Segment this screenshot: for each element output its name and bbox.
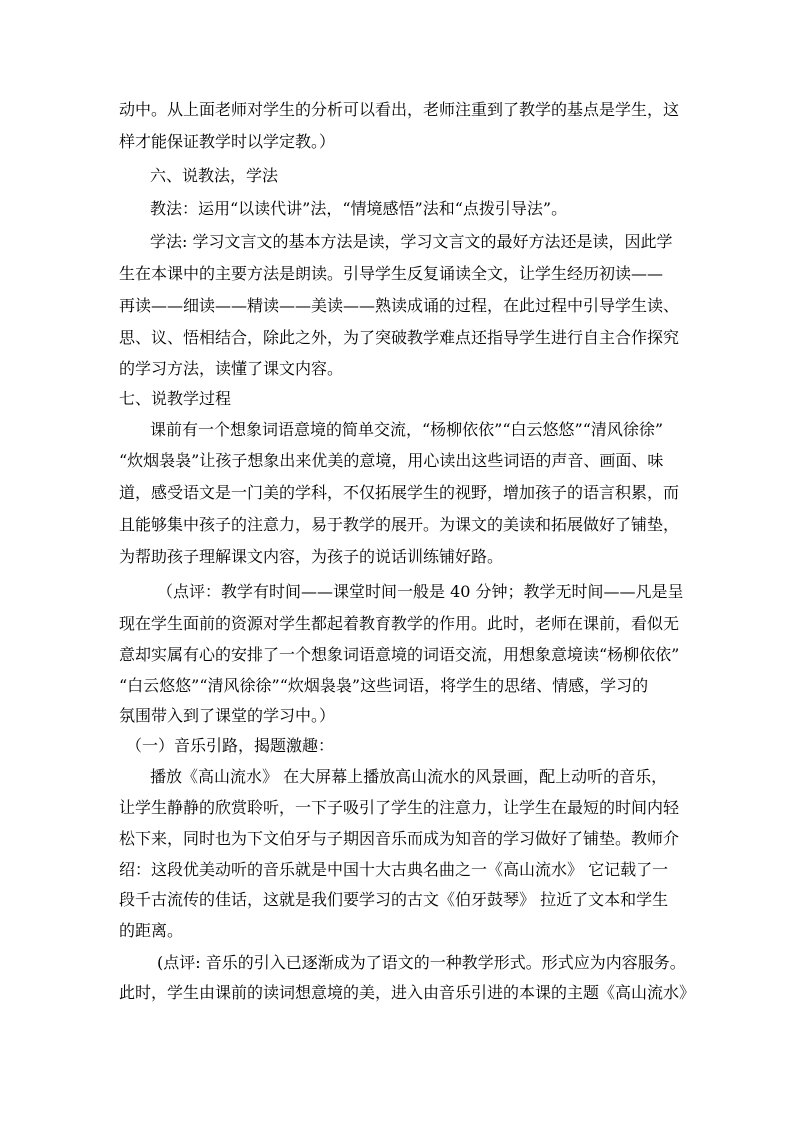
text-line: 此时，学生由课前的读词想意境的美，进入由音乐引进的本课的主题《高山流水》 xyxy=(119,983,696,1002)
text-line: 动中。从上面老师对学生的分析可以看出，老师注重到了教学的基点是学生，这 xyxy=(119,100,680,119)
text-line: 且能够集中孩子的注意力，易于教学的展开。为课文的美读和拓展做好了铺垫， xyxy=(119,515,680,534)
text-line: 意却实属有心的安排了一个想象词语意境的词语交流，用想象意境读“杨柳依依” xyxy=(119,645,680,664)
text-line: 思、议、悟相结合，除此之外，为了突破教学难点还指导学生进行自主合作探究 xyxy=(119,328,680,347)
text-line: 的学习方法，读懂了课文内容。 xyxy=(119,359,344,378)
text-line: 段千古流传的佳话，这就是我们要学习的古文《伯牙鼓琴》 拉近了文本和学生 xyxy=(119,890,669,909)
text-line: 松下来，同时也为下文伯牙与子期因音乐而成为知音的学习做好了铺垫。教师介 xyxy=(119,829,680,848)
text-line: 学法: 学习文言文的基本方法是读，学习文言文的最好方法还是读，因此学 xyxy=(150,232,673,251)
text-line: 现在学生面前的资源对学生都起着教育教学的作用。此时，老师在课前，看似无 xyxy=(119,614,680,633)
text-line: 生在本课中的主要方法是朗读。引导学生反复诵读全文，让学生经历初读—— xyxy=(119,264,664,283)
text-line: 样才能保证教学时以学定教。） xyxy=(119,132,336,151)
text-line: 播放《高山流水》 在大屏幕上播放高山流水的风景画，配上动听的音乐， xyxy=(150,767,668,786)
text-line: 氛围带入到了课堂的学习中。） xyxy=(119,706,336,725)
text-line: 课前有一个想象词语意境的简单交流，“杨柳依依”“白云悠悠”“清风徐徐” xyxy=(150,420,664,439)
text-line: 再读——细读——精读——美读——熟读成诵的过程，在此过程中引导学生读、 xyxy=(119,296,680,315)
text-line: 的距离。 xyxy=(119,921,184,940)
text-line: 为帮助孩子理解课文内容，为孩子的说话训练铺好路。 xyxy=(119,547,504,566)
text-line: “白云悠悠”“清风徐徐”“炊烟袅袅”这些词语，将学生的思绪、情感，学习的 xyxy=(119,676,649,695)
text-line: 道，感受语文是一门美的学科，不仅拓展学生的视野，增加孩子的语言积累，而 xyxy=(119,483,680,502)
section-heading: 六、说教法，学法 xyxy=(150,166,279,185)
text-line: （点评：教学有时间——课堂时间一般是 40 分钟；教学无时间——凡是呈 xyxy=(157,582,684,601)
subsection-heading: （一）音乐引路，揭题激趣： xyxy=(126,736,335,755)
section-heading: 七、说教学过程 xyxy=(119,389,232,408)
text-line: 绍：这段优美动听的音乐就是中国十大古典名曲之一《高山流水》 它记载了一 xyxy=(119,860,669,879)
text-line: 让学生静静的欣赏聆听，一下子吸引了学生的注意力，让学生在最短的时间内轻 xyxy=(119,798,680,817)
text-line: “炊烟袅袅”让孩子想象出来优美的意境，用心读出这些词语的声音、画面、味 xyxy=(119,451,664,470)
text-line: 教法：运用“以读代讲”法，“情境感悟”法和“点拨引导法”。 xyxy=(150,199,568,218)
text-line: (点评: 音乐的引入已逐渐成为了语文的一种教学形式。形式应为内容服务。 xyxy=(157,953,686,972)
